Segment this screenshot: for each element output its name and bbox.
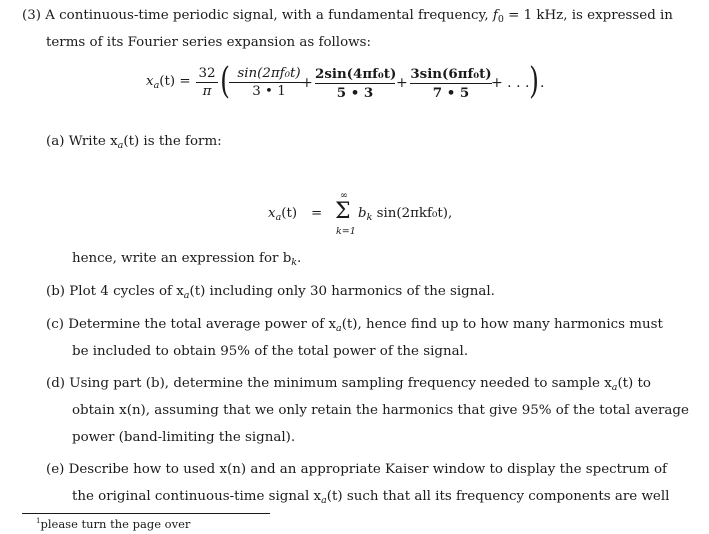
sum-rhs: $b_k$ sin(2πkf₀t), bbox=[358, 206, 453, 223]
sum-equals: = bbox=[311, 206, 323, 221]
term-3-fraction: 3sin(6πf₀t) 7 • 5 bbox=[410, 66, 492, 101]
part-c-line-2: be included to obtain 95% of the total power of the signal. bbox=[72, 344, 469, 359]
part-a-label: (a) bbox=[46, 134, 65, 149]
sum-upper-limit: ∞ bbox=[340, 190, 348, 201]
part-e-label: (e) bbox=[46, 462, 65, 477]
part-c-label: (c) bbox=[46, 317, 64, 332]
problem-intro-line-2: terms of its Fourier series expansion as follows: bbox=[46, 35, 371, 50]
problem-number: (3) bbox=[22, 8, 41, 23]
part-d-line-3: power (band-limiting the signal). bbox=[72, 430, 296, 445]
part-c-line-1: (c) Determine the total average power of $x_a(t)$, hence find up to how many harmonics must bbox=[46, 317, 663, 334]
equation-period: . bbox=[540, 75, 545, 91]
part-e-line-1: (e) Describe how to used x(n) and an appropriate Kaiser window to display the spectrum of bbox=[46, 462, 667, 477]
part-d-label: (d) bbox=[46, 376, 66, 391]
footnote-text: please turn the page over bbox=[40, 517, 191, 531]
part-a-text: (a) Write $x_a(t)$ is the form: bbox=[46, 134, 222, 151]
equation-lhs: $x_a(t)$ = bbox=[146, 74, 191, 91]
footnote bbox=[36, 517, 190, 531]
part-e-line-2: the original continuous-time signal $x_a(t)$ such that all its frequency components are well bbox=[72, 489, 670, 506]
right-paren: ) bbox=[529, 61, 539, 102]
left-paren: ( bbox=[220, 61, 230, 102]
coefficient-fraction: 32 π bbox=[196, 66, 218, 99]
problem-intro-line-1: (3) A continuous-time periodic signal, with a fundamental frequency, $f_0 = 1$ kHz, is expressed in bbox=[22, 8, 673, 25]
footnote-rule bbox=[22, 513, 270, 514]
part-b-text: (b) Plot 4 cycles of $x_a(t)$ including only 30 harmonics of the signal. bbox=[46, 284, 495, 301]
term-2-fraction: 2sin(4πf₀t) 5 • 3 bbox=[315, 66, 397, 101]
footnote-mark: 1 bbox=[36, 517, 41, 526]
part-a-hence: hence, write an expression for $b_k$. bbox=[72, 251, 302, 268]
plus-1: + bbox=[301, 75, 313, 91]
ellipsis: + . . . bbox=[491, 75, 530, 91]
sum-lhs: $x_a(t)$ bbox=[268, 206, 298, 223]
plus-2: + bbox=[396, 75, 408, 91]
sum-lower-limit: k=1 bbox=[336, 226, 356, 237]
part-d-line-2: obtain x(n), assuming that we only retain the harmonics that give 95% of the total average bbox=[72, 403, 689, 418]
part-d-line-1: (d) Using part (b), determine the minimum sampling frequency needed to sample $x_a(t)$ to bbox=[46, 376, 651, 393]
term-1-fraction: sin(2πf₀t) 3 • 1 bbox=[229, 66, 309, 99]
part-b-label: (b) bbox=[46, 284, 66, 299]
sigma-symbol: Σ bbox=[335, 199, 351, 224]
